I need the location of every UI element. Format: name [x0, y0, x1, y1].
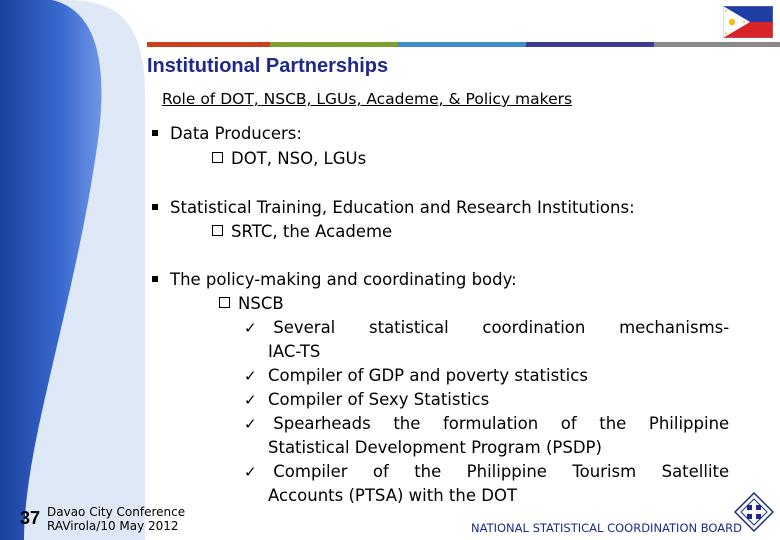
check-item-psdp-text: Spearheads the formulation of the Philippine: [273, 414, 730, 433]
check-item-mechanisms: [244, 316, 729, 340]
header-stripe-navy: [526, 42, 654, 47]
conference-name: Davao City Conference: [47, 505, 186, 519]
section-heading-training: Statistical Training, Education and Research Institutions:: [152, 196, 635, 220]
check-item-gdp: ✓ Compiler of GDP and poverty statistics: [244, 364, 588, 388]
box-bullet-icon: [212, 152, 223, 163]
page-subtitle: Role of DOT, NSCB, LGUs, Academe, & Policy makers: [162, 90, 573, 108]
box-bullet-icon: [219, 297, 230, 308]
square-bullet-icon: [152, 276, 158, 282]
square-bullet-icon: [152, 130, 158, 136]
checkmark-icon: ✓: [244, 391, 257, 409]
check-item-psdp: [244, 412, 729, 436]
header-stripe-red: [147, 42, 270, 47]
checkmark-icon: ✓: [244, 367, 257, 385]
checkmark-icon: ✓: [244, 463, 257, 481]
check-item-ptsa: [244, 460, 729, 484]
header-stripe-gray: [654, 42, 780, 47]
header-stripe-lightblue: [398, 42, 526, 47]
nscb-logo-icon: [734, 492, 774, 532]
conference-info: [47, 505, 185, 533]
left-swoosh-decoration: [0, 0, 150, 540]
check-item-psdp-cont: Statistical Development Program (PSDP): [268, 438, 602, 457]
box-bullet-icon: [212, 225, 223, 236]
page-title: Institutional Partnerships: [147, 55, 389, 77]
checkmark-icon: ✓: [244, 415, 257, 433]
philippine-flag-icon: [723, 6, 773, 38]
check-item-ptsa-cont: Accounts (PTSA) with the DOT: [268, 486, 518, 505]
check-item-mechanisms-cont: IAC-TS: [268, 342, 321, 361]
section-sub-training: SRTC, the Academe: [212, 220, 392, 244]
section-heading-data-producers: Data Producers:: [152, 122, 302, 146]
section-sub-data-producers: DOT, NSO, LGUs: [212, 147, 366, 171]
check-item-mechanisms-text: Several statistical coordination mechanisms-: [273, 318, 730, 337]
check-item-ptsa-text: Compiler of the Philippine Tourism Satellite: [273, 462, 730, 481]
section-heading-policy: The policy-making and coordinating body:: [152, 268, 517, 292]
check-item-sexy-statistics: ✓ Compiler of Sexy Statistics: [244, 388, 489, 412]
checkmark-icon: ✓: [244, 319, 257, 337]
section-sub-policy: NSCB: [219, 292, 284, 316]
page-number: 37: [20, 508, 41, 528]
square-bullet-icon: [152, 204, 158, 210]
board-name: NATIONAL STATISTICAL COORDINATION BOARD: [471, 521, 742, 535]
author-date: RAVirola/10 May 2012: [47, 519, 179, 533]
header-stripe-green: [270, 42, 398, 47]
